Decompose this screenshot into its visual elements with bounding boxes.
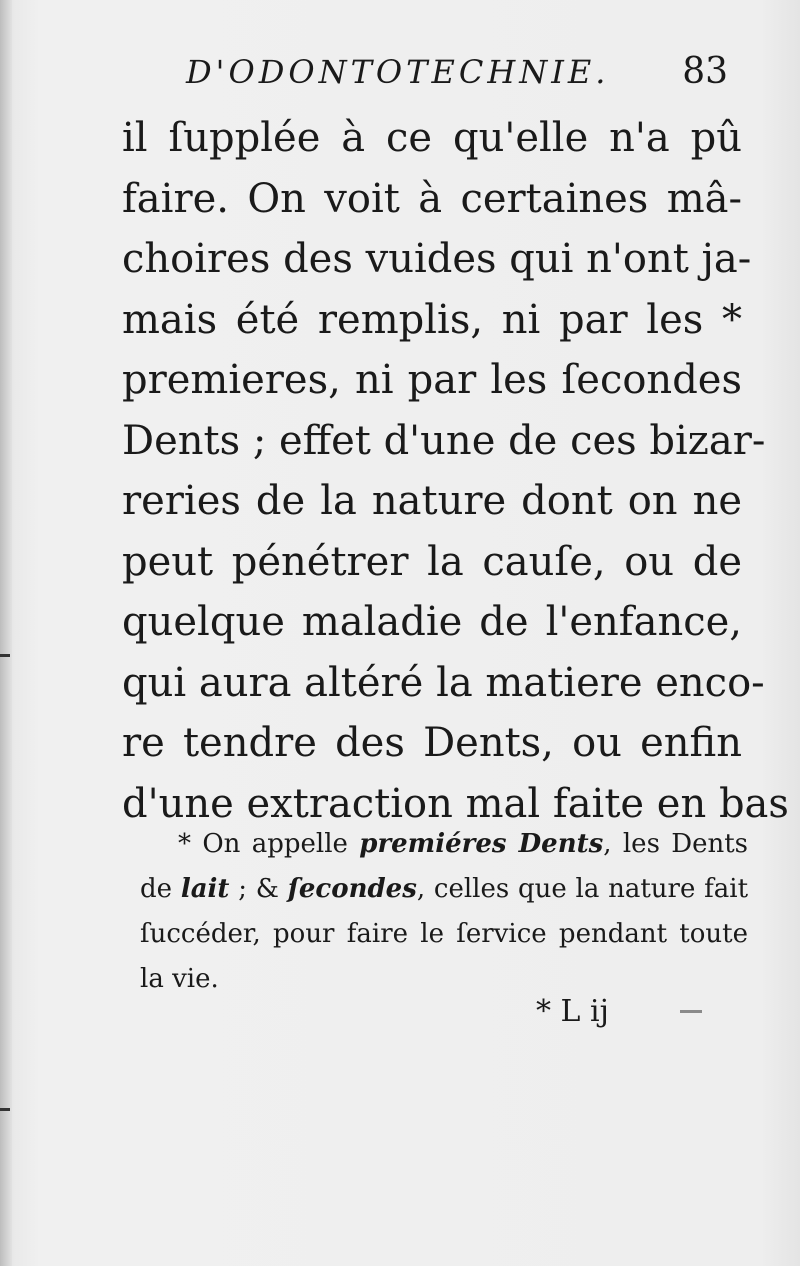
text-line: reries de la nature dont on ne bbox=[122, 478, 742, 524]
text-line: re tendre des Dents, ou enfin bbox=[122, 720, 742, 766]
footnote-text: ; & bbox=[238, 874, 279, 904]
page-number: 83 bbox=[682, 51, 728, 92]
footnote-text: , les Dents bbox=[603, 829, 749, 859]
text-line: d'une extraction mal faite en bas bbox=[122, 780, 789, 827]
running-title: D'ODONTOTECHNIE. bbox=[186, 53, 610, 91]
text-line: choires des vuides qui n'ont ja- bbox=[122, 236, 752, 282]
text-line: mais été remplis, ni par les * bbox=[122, 296, 742, 343]
text-line: il ſupplée à ce qu'elle n'a pû bbox=[122, 115, 742, 161]
footnote-line bbox=[140, 822, 748, 867]
footnote-line: ſuccéder, pour faire le ſervice pendant toute bbox=[140, 919, 748, 949]
margin-mark bbox=[0, 1108, 10, 1111]
ink-smudge bbox=[680, 1010, 702, 1013]
text-line: Dents ; effet d'une de ces bizar- bbox=[122, 417, 766, 464]
text-line: premieres, ni par les ſecondes bbox=[122, 357, 742, 403]
text-line: faire. On voit à certaines mâ- bbox=[122, 175, 742, 222]
footnote-line bbox=[140, 867, 748, 912]
footnote-emphasis: premiéres Dents bbox=[359, 829, 604, 859]
text-line: peut pénétrer la cauſe, ou de bbox=[122, 538, 742, 585]
page-header bbox=[186, 50, 740, 94]
main-text bbox=[122, 108, 789, 834]
footnote-text: de bbox=[140, 874, 173, 904]
footnote-line: la vie. bbox=[140, 964, 219, 994]
footnote-text: * On appelle bbox=[178, 829, 348, 859]
footnote-text: , celles que la nature fait bbox=[416, 874, 749, 904]
book-spine-shadow bbox=[0, 0, 12, 1266]
margin-mark bbox=[0, 654, 10, 657]
text-line: quelque maladie de l'enfance, bbox=[122, 599, 742, 645]
footnote-emphasis: ſecondes bbox=[287, 874, 417, 904]
footnote bbox=[140, 822, 748, 1002]
footnote-emphasis: lait bbox=[180, 874, 230, 904]
text-line: qui aura altéré la matiere enco- bbox=[122, 659, 765, 706]
signature-mark: * L ij bbox=[536, 994, 609, 1029]
